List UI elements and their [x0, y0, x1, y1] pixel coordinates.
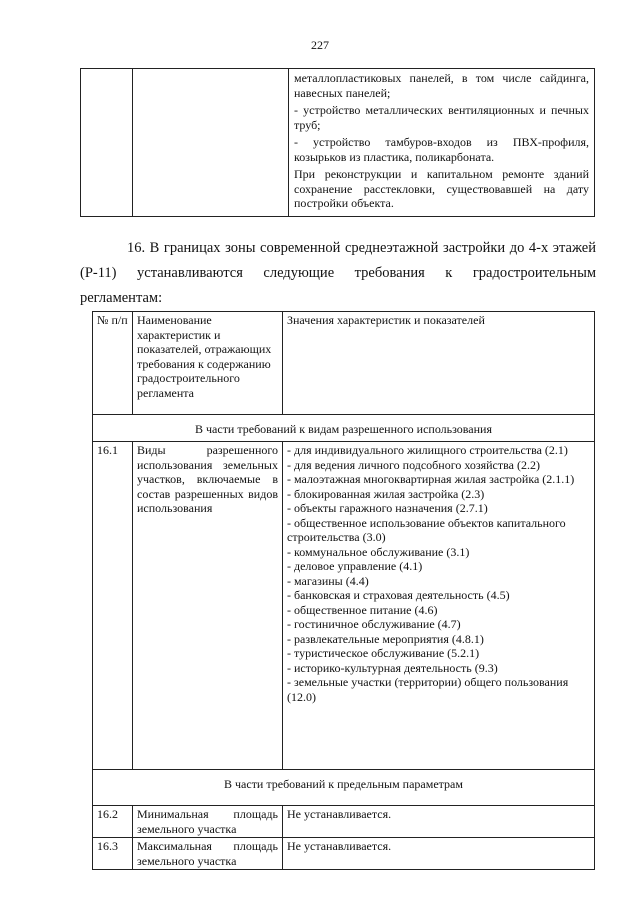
section-row: [93, 415, 595, 442]
list-item: - земельные участки (территории) общего пользования (12.0): [287, 675, 569, 704]
table-header-row: [93, 312, 595, 415]
list-item: - блокированная жилая застройка (2.3): [287, 486, 485, 501]
row-value: Не устанавливается.: [283, 838, 595, 870]
regulations-table: [92, 311, 595, 870]
list-item: - историко-культурная деятельность (9.3): [287, 660, 498, 675]
requirement-text: При реконструкции и капитальном ремонте зданий сохранение расстекловки, существовавшей на дату постройки объекта.: [294, 167, 589, 210]
list-item: - деловое управление (4.1): [287, 559, 423, 573]
requirement-text: - устройство тамбуров-входов из ПВХ-профиля, козырьков из пластика, поликарбоната.: [294, 135, 589, 164]
list-item: - для ведения личного подсобного хозяйства (2.2): [287, 457, 540, 472]
use-list: [283, 442, 595, 770]
header-name: Наименование характеристик и показателей, отражающих требования к содержанию градостроительного регламента: [133, 312, 283, 415]
list-item: - коммунальное обслуживание (3.1): [287, 544, 470, 559]
row-num: 16.2: [93, 806, 133, 838]
list-item: - общественное питание (4.6): [287, 602, 438, 617]
section-row: [93, 770, 595, 806]
continued-table: [80, 68, 595, 217]
table-row: [81, 69, 595, 217]
row-num: 16.1: [93, 442, 133, 770]
list-item: - объекты гаражного назначения (2.7.1): [287, 501, 488, 515]
table-cell: [81, 69, 133, 217]
requirement-text: металлопластиковых панелей, в том числе сайдинга, навесных панелей;: [294, 71, 589, 100]
list-item: - общественное использование объектов капитального строительства (3.0): [287, 515, 566, 544]
header-num: № п/п: [93, 312, 133, 415]
row-name: Минимальная площадь земельного участка: [133, 806, 283, 838]
header-value: Значения характеристик и показателей: [283, 312, 595, 415]
page-number: 227: [311, 38, 329, 52]
list-item: - банковская и страховая деятельность (4.5): [287, 588, 510, 602]
row-name: Виды разрешенного использования земельных участков, включаемые в состав разрешенных видов использования: [133, 442, 283, 770]
list-item: - магазины (4.4): [287, 573, 369, 588]
table-row: [93, 806, 595, 838]
section-title: В части требований к предельным параметрам: [93, 770, 595, 806]
section-title: В части требований к видам разрешенного использования: [93, 415, 595, 442]
row-name: Максимальная площадь земельного участка: [133, 838, 283, 870]
list-item: - для индивидуального жилищного строительства (2.1): [287, 443, 568, 457]
list-item: - развлекательные мероприятия (4.8.1): [287, 631, 484, 646]
table-row: [93, 442, 595, 770]
list-item: - малоэтажная многоквартирная жилая застройка (2.1.1): [287, 472, 575, 486]
row-value: Не устанавливается.: [283, 806, 595, 838]
table-cell-requirements: [289, 69, 595, 217]
table-row: [93, 838, 595, 870]
row-num: 16.3: [93, 838, 133, 870]
list-item: - туристическое обслуживание (5.2.1): [287, 646, 480, 660]
section-paragraph: 16. В границах зоны современной среднеэтажной застройки до 4-х этажей (Р-11) устанавливаются следующие требования к градостроительным регламентам:: [80, 240, 596, 306]
list-item: - гостиничное обслуживание (4.7): [287, 617, 461, 631]
requirement-text: - устройство металлических вентиляционных и печных труб;: [294, 103, 589, 132]
table-cell: [133, 69, 289, 217]
